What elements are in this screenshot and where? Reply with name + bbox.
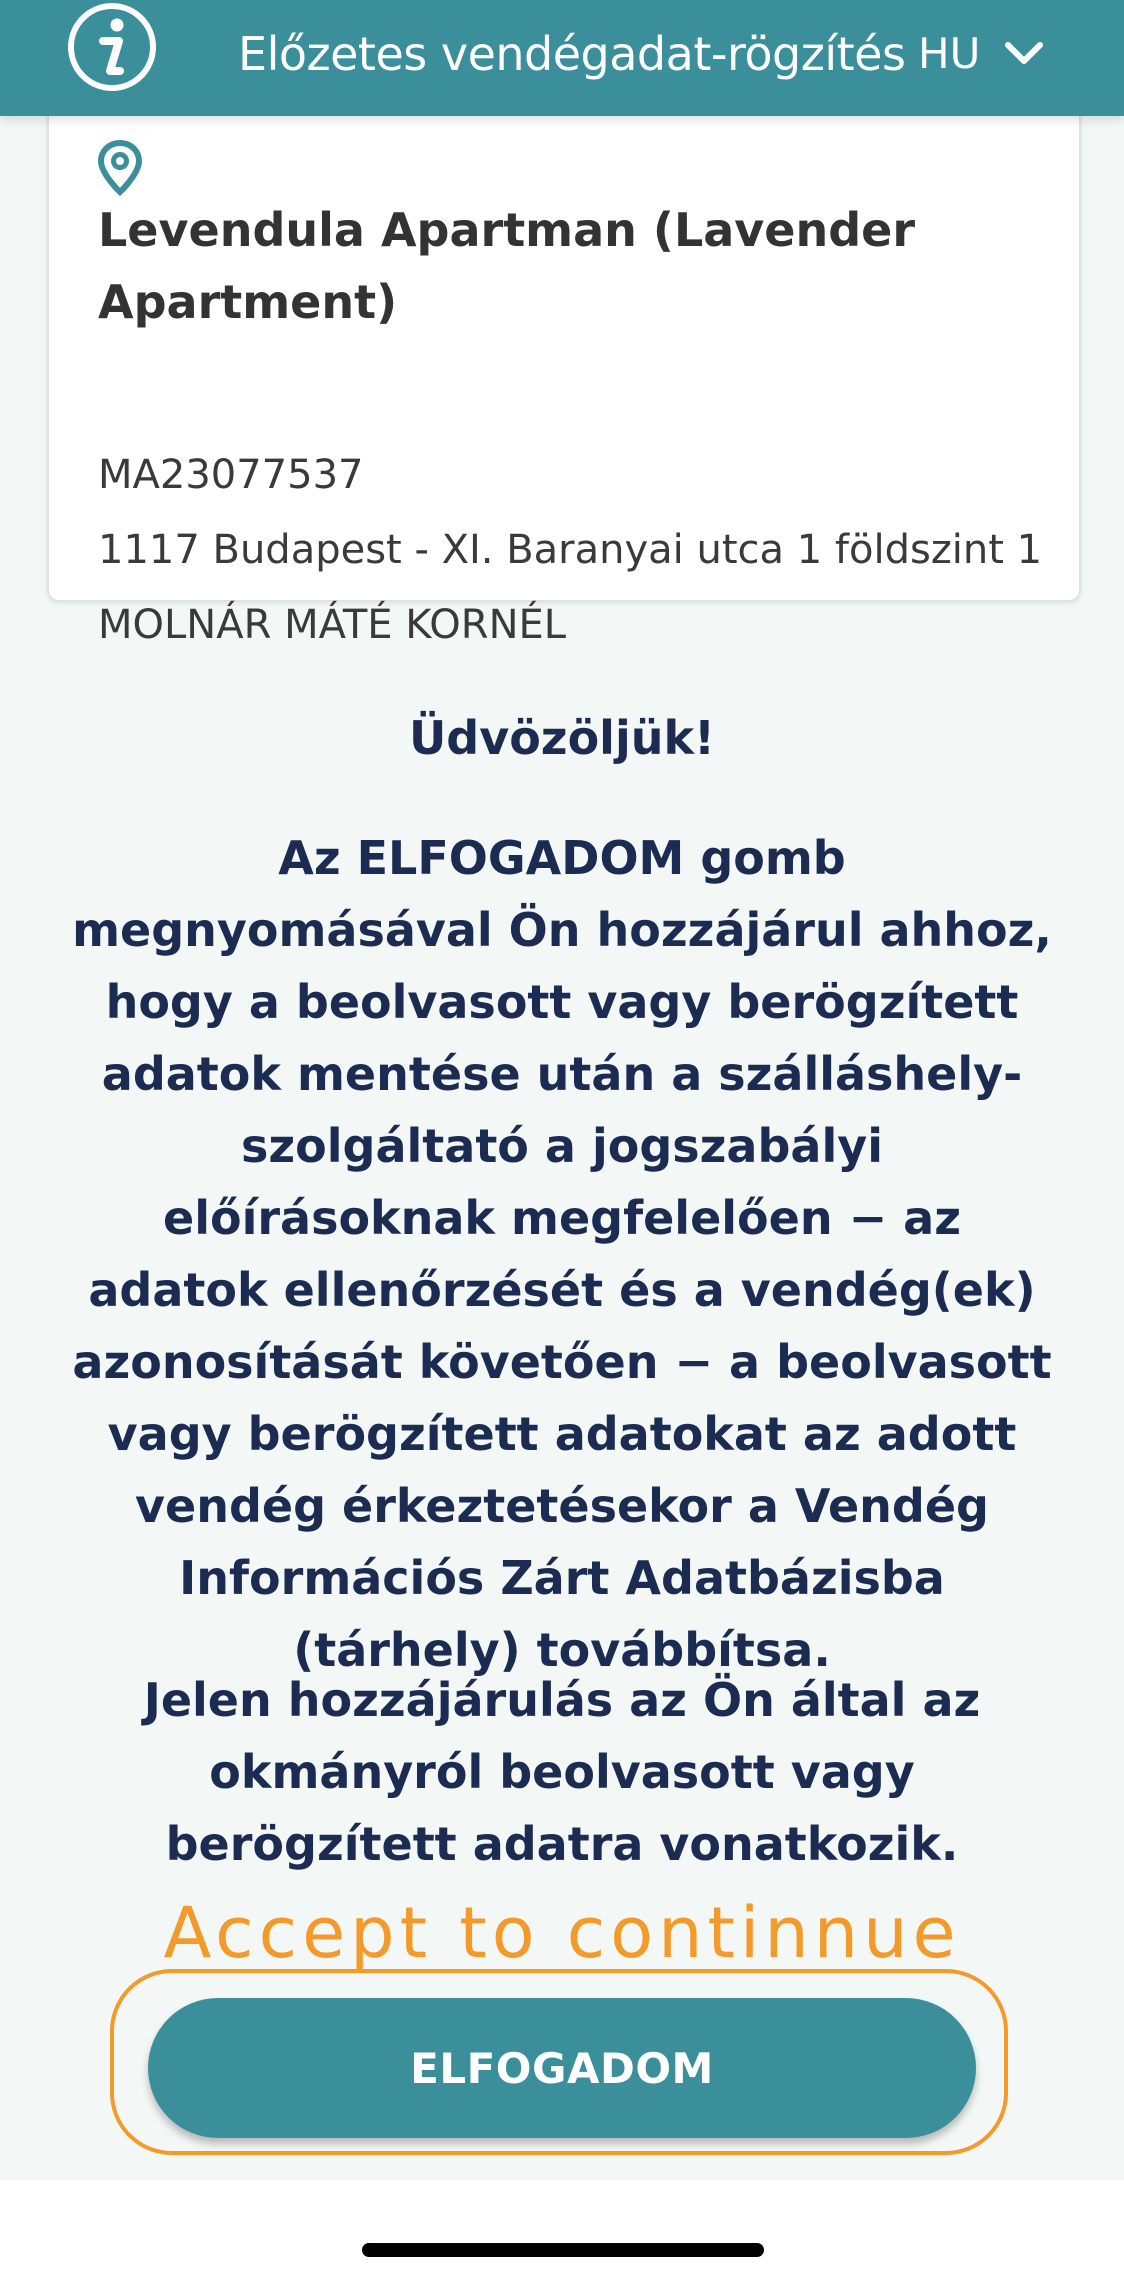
accommodation-name: Levendula Apartman (Lavender Apartment) — [98, 203, 916, 329]
language-label: HU — [918, 29, 981, 78]
accommodation-card — [47, 100, 1081, 648]
accept-hint-label: Accept to continnue — [163, 1892, 961, 1974]
page-title: Előzetes vendégadat-rögzítés — [238, 27, 906, 81]
chevron-down-icon — [1004, 39, 1044, 69]
language-selector[interactable] — [918, 24, 1044, 84]
consent-text: Az ELFOGADOM gomb megnyomásával Ön hozzájárul ahhoz, hogy a beolvasott vagy berögzített adatok mentése után a szálláshely-szolgáltató a jogszabályi előírásoknak megfelelően − az adatok ellenőrzését és a vendég(ek) azonosítását követően − a beolvasott vagy berögzített adatokat az adott vendég érkeztetésekor a Vendég Információs Zárt Adatbázisba (tárhely) továbbítsa. — [72, 831, 1052, 1677]
accommodation-address: 1117 Budapest - XI. Baranyai utca 1 földszint 1 — [98, 527, 1043, 573]
app-header — [0, 0, 1124, 116]
registration-number: MA23077537 — [98, 452, 364, 498]
host-name: MOLNÁR MÁTÉ KORNÉL — [98, 602, 567, 648]
info-icon[interactable] — [66, 1, 158, 93]
accept-button[interactable]: ELFOGADOM — [148, 1998, 976, 2138]
welcome-heading: Üdvözöljük! — [408, 711, 716, 765]
consent-scope-text: Jelen hozzájárulás az Ön által az okmányról beolvasott vagy berögzített adatra vonatkozik. — [143, 1673, 981, 1871]
map-pin-icon — [97, 140, 143, 196]
home-indicator[interactable] — [362, 2243, 764, 2257]
